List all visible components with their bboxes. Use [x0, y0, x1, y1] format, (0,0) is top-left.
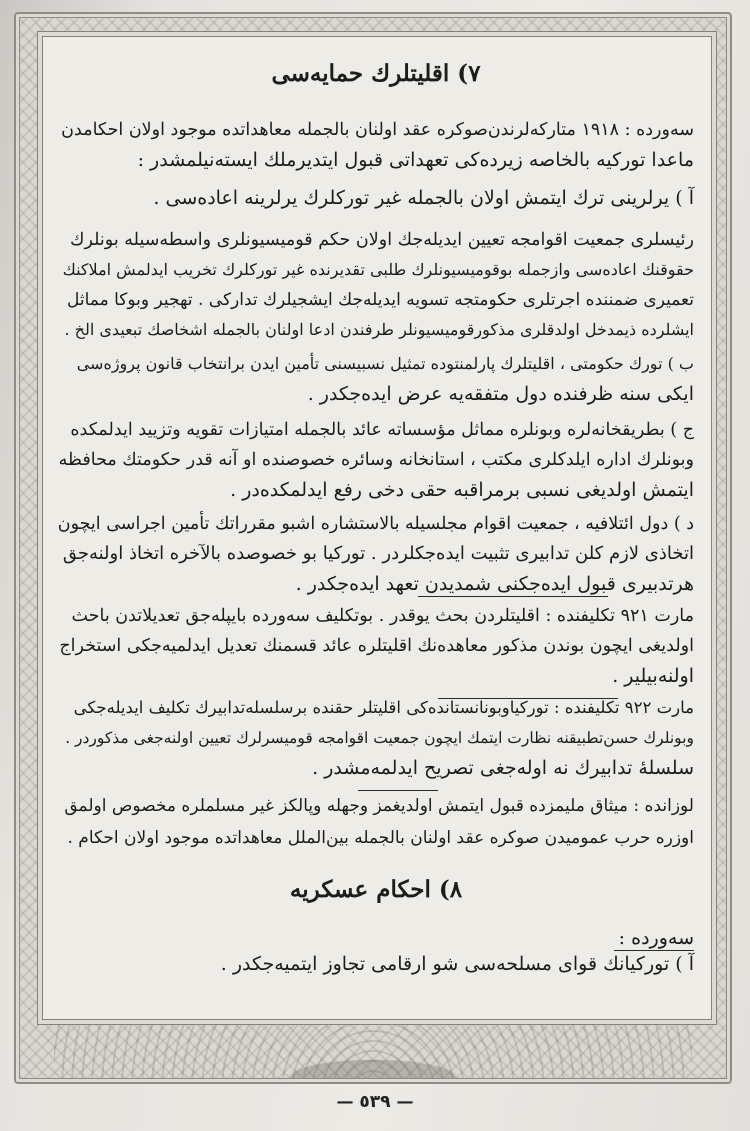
body-line: ایکی سنه ظرفنده دول متفقه‌یه عرض ایده‌جکدر . — [307, 383, 694, 405]
body-line: آ ) یرلرینی ترك ایتمش اولان بالجمله غیر تورکلرك یرلرینه اعاده‌سی . — [153, 187, 694, 209]
body-line: ایتمش اولدیغی نسبی برمراقبه حقی دخی رفع ایدلمکده‌در . — [230, 479, 694, 501]
body-line: وبونلرك اداره ایلدکلری مکتب ، استانخانه وسائره خصوصنده او آنه قدر حکومتك محافظه — [58, 450, 694, 470]
body-line: ماعدا تورکیه بالخاصه زیرده‌کی تعهداتی قبول ایتدیرملك ایسته‌نیلمشدر : — [137, 149, 694, 171]
section-8-heading: ٨) احکام عسکریه — [289, 876, 463, 903]
body-line: ب ) تورك حکومتی ، اقلیتلرك پارلمنتوده تمثیل نسبیسنی تأمین ایدن برانتخاب قانون پروژه‌سی — [76, 354, 694, 373]
underline-rule — [614, 950, 694, 951]
body-line: د ) دول ائتلافیه ، جمعیت اقوام مجلسیله بالاستشاره اشبو مقرراتك تأمین اجراسی ایچون — [57, 514, 694, 534]
body-line: سه‌ورده : ١٩١٨ متارکه‌لرندن‌صوکره عقد اولنان بالجمله معاهداتده موجود اولان احکامدن — [61, 120, 694, 140]
body-line: هرتدبیری قبول ایده‌جکنی شمدیدن تعهد ایده‌جکدر . — [295, 573, 694, 595]
underline-rule — [418, 596, 608, 597]
body-line: سلسله‌ٔ تدابیرك نه اوله‌جغی تصریح ایدلمه‌مشدر . — [312, 757, 694, 779]
body-line: حقوقنك اعاده‌سی وازجمله بوقومیسیونلرك طلبی تقدیرنده غیر تورکلرك تخریب ایدلمش املاکنك — [62, 260, 694, 279]
body-line: تعمیری ضمننده اجرتلری حکومتجه تسویه ایدیله‌جك ایشجیلرك تدارکی . تهجیر وبوکا مماثل — [66, 290, 694, 310]
body-line: مارت ٩٢٢ تکلیفنده : تورکیاوبونانستانده‌کی اقلیتلر حقنده برسلسله‌تدابیرك تکلیف ایدیله‌جکی — [73, 698, 694, 717]
body-line: اولدیغی ایچون بوندن مذکور معاهده‌نك اقلیتلره عائد قسمنك تعدیل ایدلمیه‌جکی استخراج — [59, 636, 694, 656]
body-line: اولنه‌بیلیر . — [612, 665, 694, 687]
underline-rule — [358, 790, 438, 791]
body-line: اوزره حرب عمومیدن صوکره عقد اولنان بالجمله بین‌الملل معاهداتده موجود اولان احکام . — [67, 828, 694, 848]
body-line: رئیسلری جمعیت اقوامجه تعیین ایدیله‌جك اولان حکم قومیسیونلری واسطه‌سیله بونلرك — [70, 230, 694, 250]
page-number: — ٥٣٩ — — [336, 1092, 414, 1112]
body-line: لوزانده : میثاق ملیمزده قبول ایتمش اولدیغمز وجهله وپالکز غیر مسلملره مخصوص اولمق — [64, 796, 694, 816]
body-line: سه‌ورده : — [618, 927, 694, 949]
body-line: ج ) بطریقخانه‌لره وبونلره مماثل مؤسساته عائد بالجمله امتیازات تقویه وتزیید ایدلمکده — [70, 420, 694, 440]
body-line: مارت ٩٢١ تکلیفنده : اقلیتلردن بحث یوقدر . بوتکلیف سه‌ورده بایپله‌جق تعدیلاتدن باحث — [71, 606, 694, 626]
body-line: اتخاذی لازم کلن تدابیری تثبیت ایده‌جکلردر . تورکیا بو خصوصده بالآخره اتخاذ اولنه‌جق — [62, 543, 694, 564]
section-7-heading: ٧) اقلیتلرك حمایه‌سی — [271, 60, 481, 87]
body-line: وبونلرك حسن‌تطبیقنه نظارت ایتمك ایچون جمعیت اقوامجه قومیسرلرك تعیین اولنه‌جغی مذکوردر . — [65, 729, 694, 747]
body-line: ایشلرده ذیمدخل اولدقلری مذکورقومیسیونلر طرفندن ادعا اولنان بالجمله اشخاصك تبعیدی الخ . — [64, 320, 694, 339]
body-line: آ ) تورکیانك قوای مسلحه‌سی شو ارقامی تجاوز ایتمیه‌جکدر . — [220, 953, 694, 975]
